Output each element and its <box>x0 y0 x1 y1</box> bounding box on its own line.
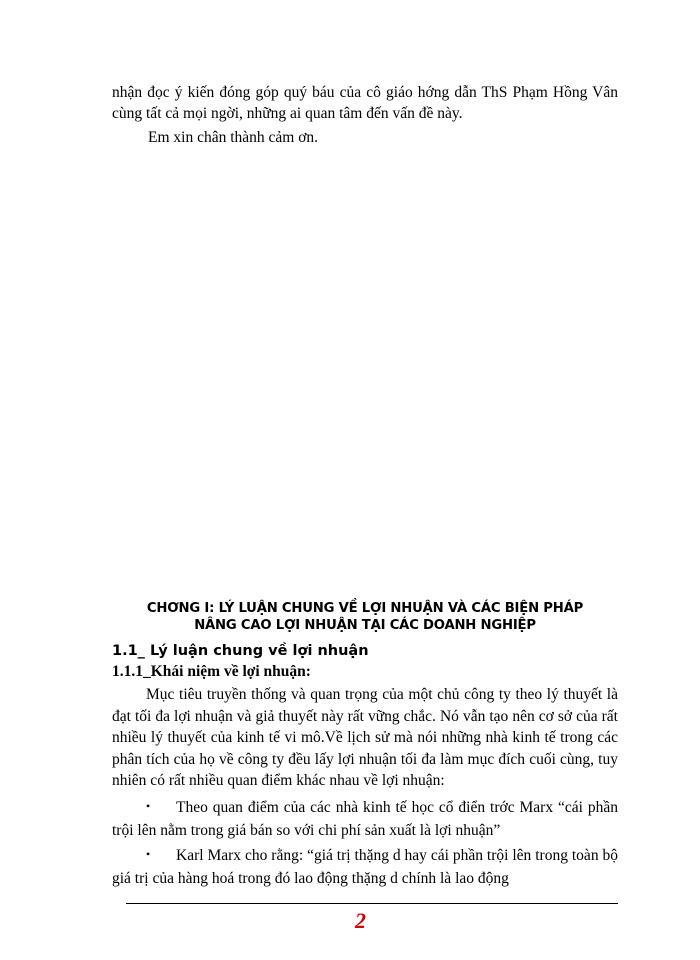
section-heading: 1.1_ Lý luận chung về lợi nhuận <box>112 643 369 659</box>
chapter-title-line-1: CHƠNG I: LÝ LUẬN CHUNG VỀ LỢI NHUẬN VÀ CÁC BIỆN PHÁP <box>146 601 584 616</box>
chapter-title-line-2: NÂNG CAO LỢI NHUẬN TẠI CÁC DOANH NGHIỆP <box>194 618 536 633</box>
footer-rule <box>126 903 618 904</box>
body-paragraph: Mục tiêu truyền thống và quan trọng của một chủ công ty theo lý thuyết là đạt tối đa lợi nhuận và giả thuyết này rất vững chắc. Nó vẫn tạo nên cơ sở của rất nhiều lý thuyết của kinh tế vi mô.Về lịch sử mà nói những nhà kinh tế trong các phân tích của họ về công ty đều lấy lợi nhuận tối đa làm mục đích cuối cùng, tuy nhiên có rất nhiều quan điểm khác nhau về lợi nhuận: <box>112 686 618 789</box>
bullet-text: Theo quan điểm của các nhà kinh tế học cổ điển trớc Marx “cái phần trội lên nằm trong giá bán so với chi phí sản xuất là lợi nhuận” <box>112 799 618 839</box>
thanks-line: Em xin chân thành cảm ơn. <box>148 129 319 146</box>
intro-paragraph: nhận đọc ý kiến đóng góp quý báu của cô giáo hớng dẫn ThS Phạm Hồng Vân cùng tất cả mọi ngời, những ai quan tâm đến vấn đề này. <box>112 84 618 122</box>
chapter-title <box>112 600 618 634</box>
bullet-item <box>112 797 618 841</box>
subsection-heading: 1.1.1_Khái niệm về lợi nhuận: <box>112 663 311 680</box>
bullet-icon: • <box>146 799 151 813</box>
bullet-text: Karl Marx cho rằng: “giá trị thặng d hay cái phần trội lên trong toàn bộ giá trị của hàng hoá trong đó lao động thặng d chính là lao động <box>112 847 618 887</box>
bullet-icon: • <box>146 847 151 861</box>
page-number: 2 <box>355 908 366 933</box>
bullet-item <box>112 845 618 889</box>
